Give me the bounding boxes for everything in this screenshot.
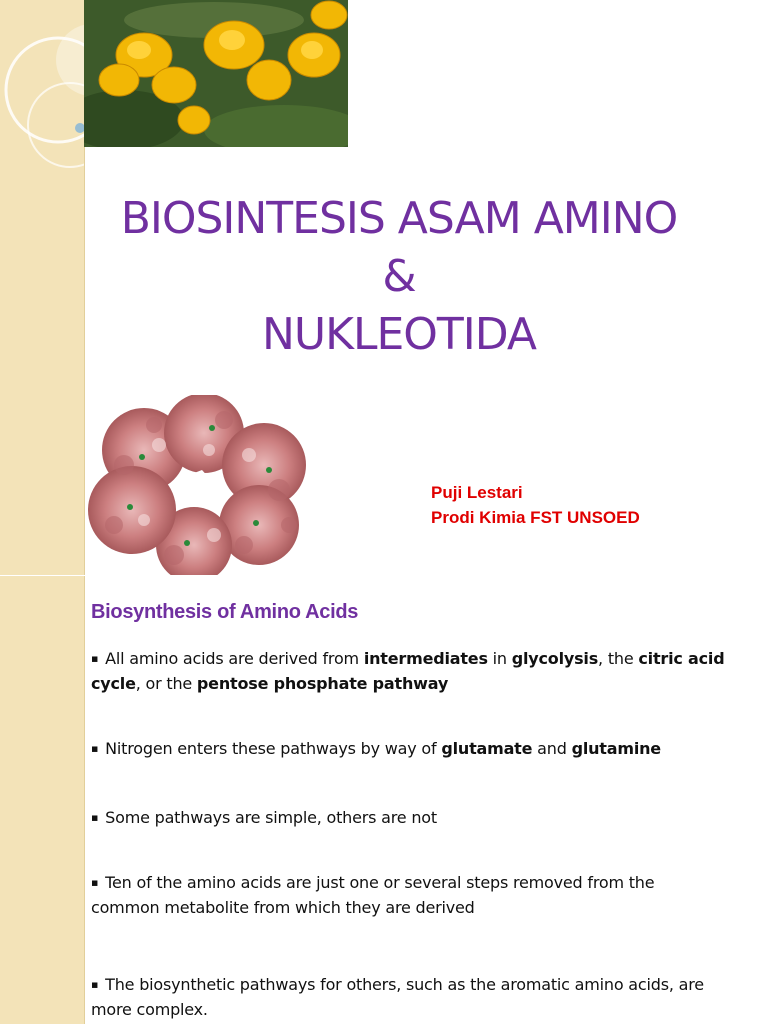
decorative-circles-icon	[0, 0, 84, 575]
protein-structure-image	[84, 395, 316, 575]
bullet-item-5: ▪ The biosynthetic pathways for others, such as the aromatic amino acids, are more complex.	[91, 975, 704, 1019]
author-block	[431, 480, 640, 530]
bullet-item-1: ▪ All amino acids are derived from intermediates in glycolysis, the citric acid cycle, or the pentose phosphate pathway	[91, 649, 725, 693]
decorative-sidebar	[0, 0, 85, 575]
bullet-marker: ▪	[91, 742, 99, 755]
bullet-item-4: ▪ Ten of the amino acids are just one or several steps removed from the common metabolite from which they are derived	[91, 873, 655, 917]
bullet-marker: ▪	[91, 876, 99, 889]
author-affiliation: Prodi Kimia FST UNSOED	[431, 508, 640, 527]
bullet-marker: ▪	[91, 978, 99, 991]
yellow-flower-photo	[84, 0, 348, 147]
bullet-item-2: ▪ Nitrogen enters these pathways by way of glutamate and glutamine	[91, 739, 661, 758]
title-line-1: BIOSINTESIS ASAM AMINO	[120, 193, 678, 244]
title-line-3: NUKLEOTIDA	[262, 309, 536, 360]
slide-heading: Biosynthesis of Amino Acids	[91, 601, 359, 623]
decorative-sidebar-2	[0, 576, 85, 1024]
author-name: Puji Lestari	[431, 483, 523, 502]
bullet-marker: ▪	[91, 652, 99, 665]
bullet-marker: ▪	[91, 811, 99, 824]
title-line-2: &	[382, 251, 416, 302]
bullet-item-3: ▪ Some pathways are simple, others are not	[91, 808, 437, 827]
slide-title	[84, 190, 714, 364]
content-slide	[0, 576, 768, 1024]
